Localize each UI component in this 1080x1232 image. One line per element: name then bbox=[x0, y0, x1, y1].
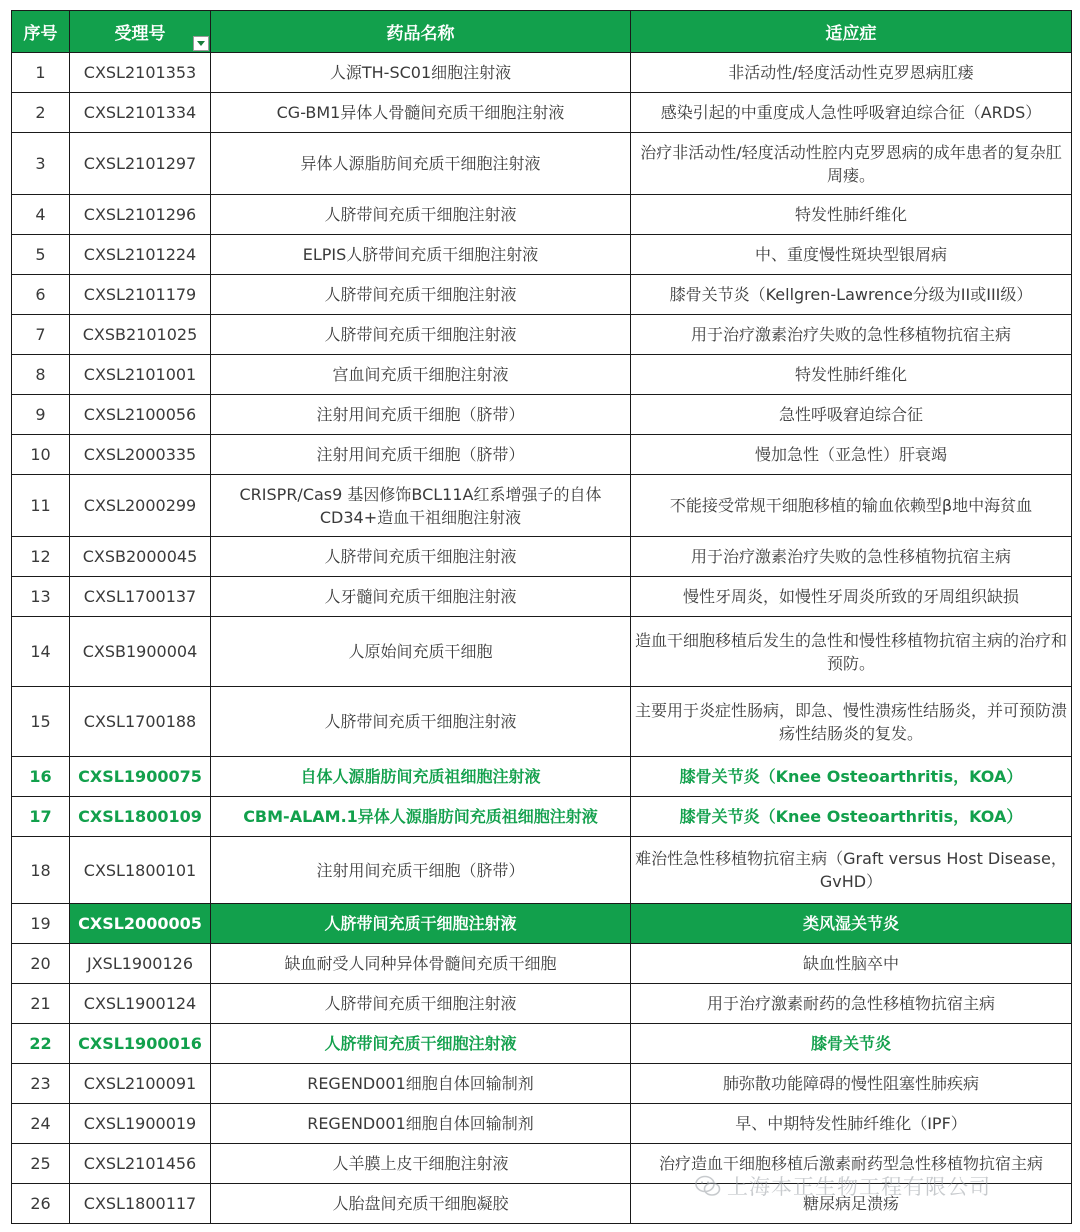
table-row bbox=[12, 984, 1072, 1024]
header-acceptance-no[interactable] bbox=[70, 11, 211, 53]
cell-indication: 早、中期特发性肺纤维化（IPF） bbox=[631, 1104, 1072, 1144]
cell-acceptance-no: CXSL2101296 bbox=[70, 195, 211, 235]
header-row bbox=[12, 11, 1072, 53]
cell-index: 7 bbox=[12, 315, 70, 355]
cell-acceptance-no: JXSL1900126 bbox=[70, 944, 211, 984]
drug-table bbox=[11, 10, 1072, 1224]
cell-indication: 膝骨关节炎 bbox=[631, 1024, 1072, 1064]
cell-acceptance-no: CXSL2100091 bbox=[70, 1064, 211, 1104]
header-index: 序号 bbox=[12, 11, 70, 53]
cell-index: 10 bbox=[12, 435, 70, 475]
cell-indication: 难治性急性移植物抗宿主病（Graft versus Host Disease， GvHD） bbox=[631, 837, 1072, 904]
cell-acceptance-no: CXSL1900124 bbox=[70, 984, 211, 1024]
cell-acceptance-no: CXSL2000299 bbox=[70, 475, 211, 537]
cell-index: 8 bbox=[12, 355, 70, 395]
cell-index: 24 bbox=[12, 1104, 70, 1144]
cell-index: 2 bbox=[12, 93, 70, 133]
cell-indication: 糖尿病足溃疡 bbox=[631, 1184, 1072, 1224]
table-row bbox=[12, 235, 1072, 275]
cell-indication: 造血干细胞移植后发生的急性和慢性移植物抗宿主病的治疗和预防。 bbox=[631, 617, 1072, 687]
cell-acceptance-no: CXSL2101353 bbox=[70, 53, 211, 93]
cell-index: 18 bbox=[12, 837, 70, 904]
table-row bbox=[12, 1064, 1072, 1104]
table-row bbox=[12, 687, 1072, 757]
cell-drug-name: 异体人源脂肪间充质干细胞注射液 bbox=[211, 133, 631, 195]
table-row bbox=[12, 837, 1072, 904]
cell-indication: 用于治疗激素治疗失败的急性移植物抗宿主病 bbox=[631, 537, 1072, 577]
cell-drug-name: REGEND001细胞自体回输制剂 bbox=[211, 1064, 631, 1104]
cell-index: 4 bbox=[12, 195, 70, 235]
cell-drug-name: 注射用间充质干细胞（脐带） bbox=[211, 837, 631, 904]
cell-drug-name: CG-BM1异体人骨髓间充质干细胞注射液 bbox=[211, 93, 631, 133]
cell-indication: 不能接受常规干细胞移植的输血依赖型β地中海贫血 bbox=[631, 475, 1072, 537]
cell-acceptance-no: CXSL2101334 bbox=[70, 93, 211, 133]
cell-indication: 膝骨关节炎（Knee Osteoarthritis，KOA） bbox=[631, 757, 1072, 797]
cell-drug-name: 人脐带间充质干细胞注射液 bbox=[211, 687, 631, 757]
cell-drug-name: 人脐带间充质干细胞注射液 bbox=[211, 315, 631, 355]
cell-indication: 慢性牙周炎，如慢性牙周炎所致的牙周组织缺损 bbox=[631, 577, 1072, 617]
table-row bbox=[12, 944, 1072, 984]
cell-acceptance-no: CXSL2101456 bbox=[70, 1144, 211, 1184]
table-row bbox=[12, 617, 1072, 687]
cell-index: 13 bbox=[12, 577, 70, 617]
table-row bbox=[12, 475, 1072, 537]
cell-index: 16 bbox=[12, 757, 70, 797]
table-row bbox=[12, 797, 1072, 837]
cell-acceptance-no: CXSL1800101 bbox=[70, 837, 211, 904]
cell-index: 26 bbox=[12, 1184, 70, 1224]
cell-acceptance-no: CXSL2101001 bbox=[70, 355, 211, 395]
cell-acceptance-no: CXSL1900075 bbox=[70, 757, 211, 797]
cell-acceptance-no: CXSL2101179 bbox=[70, 275, 211, 315]
cell-acceptance-no: CXSL2000335 bbox=[70, 435, 211, 475]
cell-index: 9 bbox=[12, 395, 70, 435]
cell-acceptance-no: CXSL2101297 bbox=[70, 133, 211, 195]
header-acceptance-no-label: 受理号 bbox=[114, 24, 166, 44]
cell-indication: 中、重度慢性斑块型银屑病 bbox=[631, 235, 1072, 275]
cell-drug-name: 人脐带间充质干细胞注射液 bbox=[211, 984, 631, 1024]
cell-index: 11 bbox=[12, 475, 70, 537]
cell-drug-name: 人羊膜上皮干细胞注射液 bbox=[211, 1144, 631, 1184]
cell-index: 14 bbox=[12, 617, 70, 687]
cell-index: 6 bbox=[12, 275, 70, 315]
cell-acceptance-no: CXSL1900019 bbox=[70, 1104, 211, 1144]
cell-indication: 治疗造血干细胞移植后激素耐药型急性移植物抗宿主病 bbox=[631, 1144, 1072, 1184]
cell-drug-name: ELPIS人脐带间充质干细胞注射液 bbox=[211, 235, 631, 275]
cell-index: 12 bbox=[12, 537, 70, 577]
table-row bbox=[12, 435, 1072, 475]
cell-index: 5 bbox=[12, 235, 70, 275]
table-row bbox=[12, 53, 1072, 93]
cell-drug-name: 人脐带间充质干细胞注射液 bbox=[211, 904, 631, 944]
watermark-text: 上海本正生物工程有限公司 bbox=[727, 1175, 991, 1199]
table-row bbox=[12, 133, 1072, 195]
cell-acceptance-no: CXSL1700188 bbox=[70, 687, 211, 757]
cell-drug-name: 人脐带间充质干细胞注射液 bbox=[211, 195, 631, 235]
table-row bbox=[12, 93, 1072, 133]
cell-indication: 主要用于炎症性肠病，即急、慢性溃疡性结肠炎，并可预防溃疡性结肠炎的复发。 bbox=[631, 687, 1072, 757]
cell-indication: 感染引起的中重度成人急性呼吸窘迫综合征（ARDS） bbox=[631, 93, 1072, 133]
cell-drug-name: REGEND001细胞自体回输制剂 bbox=[211, 1104, 631, 1144]
cell-acceptance-no: CXSL1700137 bbox=[70, 577, 211, 617]
cell-drug-name: 人原始间充质干细胞 bbox=[211, 617, 631, 687]
cell-drug-name: 宫血间充质干细胞注射液 bbox=[211, 355, 631, 395]
table-row bbox=[12, 355, 1072, 395]
cell-indication: 用于治疗激素治疗失败的急性移植物抗宿主病 bbox=[631, 315, 1072, 355]
cell-indication: 膝骨关节炎（Knee Osteoarthritis，KOA） bbox=[631, 797, 1072, 837]
cell-acceptance-no: CXSL1800109 bbox=[70, 797, 211, 837]
cell-index: 3 bbox=[12, 133, 70, 195]
cell-index: 25 bbox=[12, 1144, 70, 1184]
cell-indication: 膝骨关节炎（Kellgren-Lawrence分级为II或III级） bbox=[631, 275, 1072, 315]
cell-drug-name: 人脐带间充质干细胞注射液 bbox=[211, 1024, 631, 1064]
table-row bbox=[12, 1104, 1072, 1144]
cell-indication: 用于治疗激素耐药的急性移植物抗宿主病 bbox=[631, 984, 1072, 1024]
cell-index: 19 bbox=[12, 904, 70, 944]
cell-acceptance-no: CXSB2000045 bbox=[70, 537, 211, 577]
table-row bbox=[12, 577, 1072, 617]
cell-drug-name: 自体人源脂肪间充质祖细胞注射液 bbox=[211, 757, 631, 797]
table-row bbox=[12, 1024, 1072, 1064]
table-row bbox=[12, 757, 1072, 797]
cell-indication: 急性呼吸窘迫综合征 bbox=[631, 395, 1072, 435]
cell-index: 22 bbox=[12, 1024, 70, 1064]
table-row bbox=[12, 315, 1072, 355]
cell-drug-name: 人脐带间充质干细胞注射液 bbox=[211, 275, 631, 315]
table-row bbox=[12, 195, 1072, 235]
cell-drug-name: 注射用间充质干细胞（脐带） bbox=[211, 395, 631, 435]
cell-index: 21 bbox=[12, 984, 70, 1024]
cell-drug-name: 人胎盘间充质干细胞凝胶 bbox=[211, 1184, 631, 1224]
cell-drug-name: 注射用间充质干细胞（脐带） bbox=[211, 435, 631, 475]
table-row bbox=[12, 537, 1072, 577]
cell-index: 15 bbox=[12, 687, 70, 757]
table-row bbox=[12, 904, 1072, 944]
cell-indication: 特发性肺纤维化 bbox=[631, 195, 1072, 235]
filter-dropdown-icon[interactable] bbox=[193, 36, 209, 51]
cell-drug-name: CRISPR/Cas9 基因修饰BCL11A红系增强子的自体CD34+造血干祖细胞注射液 bbox=[211, 475, 631, 537]
cell-acceptance-no: CXSL1900016 bbox=[70, 1024, 211, 1064]
cell-index: 17 bbox=[12, 797, 70, 837]
cell-indication: 类风湿关节炎 bbox=[631, 904, 1072, 944]
table-body bbox=[12, 53, 1072, 1224]
cell-acceptance-no: CXSL2101224 bbox=[70, 235, 211, 275]
cell-drug-name: CBM-ALAM.1异体人源脂肪间充质祖细胞注射液 bbox=[211, 797, 631, 837]
header-drug-name: 药品名称 bbox=[211, 11, 631, 53]
cell-indication: 特发性肺纤维化 bbox=[631, 355, 1072, 395]
cell-acceptance-no: CXSB1900004 bbox=[70, 617, 211, 687]
table-row bbox=[12, 275, 1072, 315]
cell-index: 20 bbox=[12, 944, 70, 984]
table-row bbox=[12, 395, 1072, 435]
cell-acceptance-no: CXSL2000005 bbox=[70, 904, 211, 944]
cell-drug-name: 人脐带间充质干细胞注射液 bbox=[211, 537, 631, 577]
cell-index: 1 bbox=[12, 53, 70, 93]
cell-indication: 慢加急性（亚急性）肝衰竭 bbox=[631, 435, 1072, 475]
cell-indication: 肺弥散功能障碍的慢性阻塞性肺疾病 bbox=[631, 1064, 1072, 1104]
cell-acceptance-no: CXSL1800117 bbox=[70, 1184, 211, 1224]
watermark bbox=[695, 1168, 991, 1204]
cell-indication: 非活动性/轻度活动性克罗恩病肛瘘 bbox=[631, 53, 1072, 93]
wechat-icon bbox=[695, 1175, 721, 1197]
cell-drug-name: 人牙髓间充质干细胞注射液 bbox=[211, 577, 631, 617]
cell-indication: 治疗非活动性/轻度活动性腔内克罗恩病的成年患者的复杂肛周瘘。 bbox=[631, 133, 1072, 195]
cell-acceptance-no: CXSB2101025 bbox=[70, 315, 211, 355]
cell-index: 23 bbox=[12, 1064, 70, 1104]
header-indication: 适应症 bbox=[631, 11, 1072, 53]
cell-drug-name: 缺血耐受人同种异体骨髓间充质干细胞 bbox=[211, 944, 631, 984]
cell-acceptance-no: CXSL2100056 bbox=[70, 395, 211, 435]
cell-indication: 缺血性脑卒中 bbox=[631, 944, 1072, 984]
cell-drug-name: 人源TH-SC01细胞注射液 bbox=[211, 53, 631, 93]
